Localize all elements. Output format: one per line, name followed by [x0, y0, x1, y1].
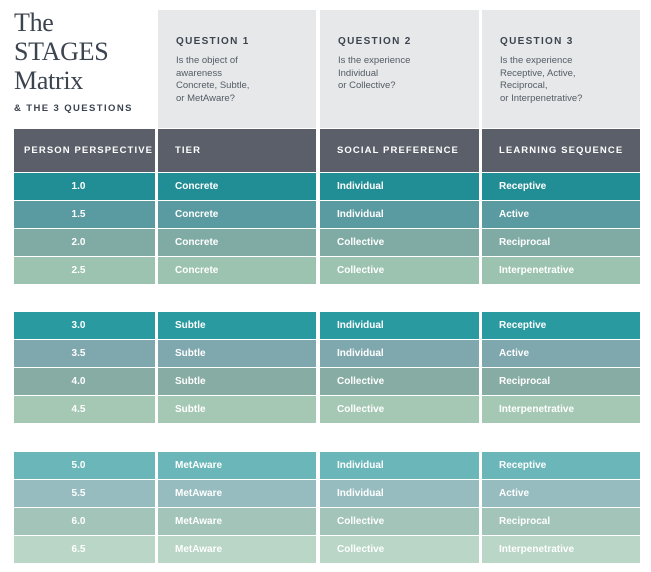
- question-3-line: Reciprocal,: [500, 80, 548, 92]
- social-preference-cell: Collective: [320, 536, 479, 563]
- question-3-box: [482, 10, 640, 128]
- matrix-title: [14, 8, 156, 114]
- learning-sequence-cell: Reciprocal: [482, 229, 640, 256]
- tier-cell: MetAware: [158, 452, 316, 479]
- tier-cell: MetAware: [158, 536, 316, 563]
- perspective-cell: 4.5: [14, 396, 155, 423]
- learning-sequence-cell: Interpenetrative: [482, 257, 640, 284]
- header-person-perspective: PERSON PERSPECTIVE: [14, 129, 155, 172]
- social-preference-cell: Collective: [320, 508, 479, 535]
- perspective-cell: 4.0: [14, 368, 155, 395]
- header-tier: TIER: [158, 129, 316, 172]
- question-3-line: Is the experience: [500, 55, 573, 66]
- tier-cell: Concrete: [158, 173, 316, 200]
- question-2-line: Is the experience: [338, 55, 411, 66]
- social-preference-cell: Individual: [320, 173, 479, 200]
- learning-sequence-cell: Active: [482, 340, 640, 367]
- perspective-cell: 5.5: [14, 480, 155, 507]
- learning-sequence-cell: Active: [482, 201, 640, 228]
- question-2-line: or Collective?: [338, 80, 396, 92]
- learning-sequence-cell: Active: [482, 480, 640, 507]
- tier-cell: Subtle: [158, 368, 316, 395]
- question-2-text: [338, 55, 479, 93]
- question-1-line: Concrete, Subtle,: [176, 80, 250, 92]
- perspective-cell: 2.5: [14, 257, 155, 284]
- perspective-cell: 5.0: [14, 452, 155, 479]
- learning-sequence-cell: Interpenetrative: [482, 536, 640, 563]
- perspective-cell: 6.5: [14, 536, 155, 563]
- question-1-label: QUESTION 1: [176, 36, 250, 47]
- perspective-cell: 3.0: [14, 312, 155, 339]
- question-2-label: QUESTION 2: [338, 36, 412, 47]
- social-preference-cell: Individual: [320, 201, 479, 228]
- question-2-box: [320, 10, 479, 128]
- question-1-line: awareness: [176, 67, 222, 79]
- perspective-cell: 6.0: [14, 508, 155, 535]
- social-preference-cell: Collective: [320, 229, 479, 256]
- title-line-2: STAGES: [14, 37, 109, 66]
- title-line-1: The: [14, 8, 54, 37]
- header-learning-sequence: LEARNING SEQUENCE: [482, 129, 640, 172]
- question-1-text: [176, 55, 316, 105]
- tier-cell: Concrete: [158, 201, 316, 228]
- social-preference-cell: Collective: [320, 396, 479, 423]
- learning-sequence-cell: Receptive: [482, 173, 640, 200]
- title-subtitle: & THE 3 QUESTIONS: [14, 103, 133, 114]
- social-preference-cell: Individual: [320, 312, 479, 339]
- perspective-cell: 2.0: [14, 229, 155, 256]
- social-preference-cell: Individual: [320, 452, 479, 479]
- social-preference-cell: Collective: [320, 368, 479, 395]
- tier-cell: Concrete: [158, 257, 316, 284]
- learning-sequence-cell: Reciprocal: [482, 508, 640, 535]
- learning-sequence-cell: Interpenetrative: [482, 396, 640, 423]
- question-3-text: [500, 55, 640, 105]
- question-1-line: or MetAware?: [176, 92, 235, 104]
- tier-cell: Subtle: [158, 396, 316, 423]
- question-3-line: or Interpenetrative?: [500, 92, 583, 104]
- question-1-box: [158, 10, 316, 128]
- question-3-line: Receptive, Active,: [500, 67, 576, 79]
- social-preference-cell: Individual: [320, 340, 479, 367]
- question-1-line: Is the object of: [176, 55, 238, 66]
- question-3-label: QUESTION 3: [500, 36, 574, 47]
- social-preference-cell: Individual: [320, 480, 479, 507]
- tier-cell: MetAware: [158, 508, 316, 535]
- social-preference-cell: Collective: [320, 257, 479, 284]
- tier-cell: Subtle: [158, 340, 316, 367]
- learning-sequence-cell: Receptive: [482, 312, 640, 339]
- learning-sequence-cell: Receptive: [482, 452, 640, 479]
- tier-cell: Subtle: [158, 312, 316, 339]
- header-social-preference: SOCIAL PREFERENCE: [320, 129, 479, 172]
- perspective-cell: 1.0: [14, 173, 155, 200]
- perspective-cell: 1.5: [14, 201, 155, 228]
- tier-cell: Concrete: [158, 229, 316, 256]
- question-2-line: Individual: [338, 67, 379, 79]
- tier-cell: MetAware: [158, 480, 316, 507]
- title-line-3: Matrix: [14, 66, 83, 95]
- learning-sequence-cell: Reciprocal: [482, 368, 640, 395]
- perspective-cell: 3.5: [14, 340, 155, 367]
